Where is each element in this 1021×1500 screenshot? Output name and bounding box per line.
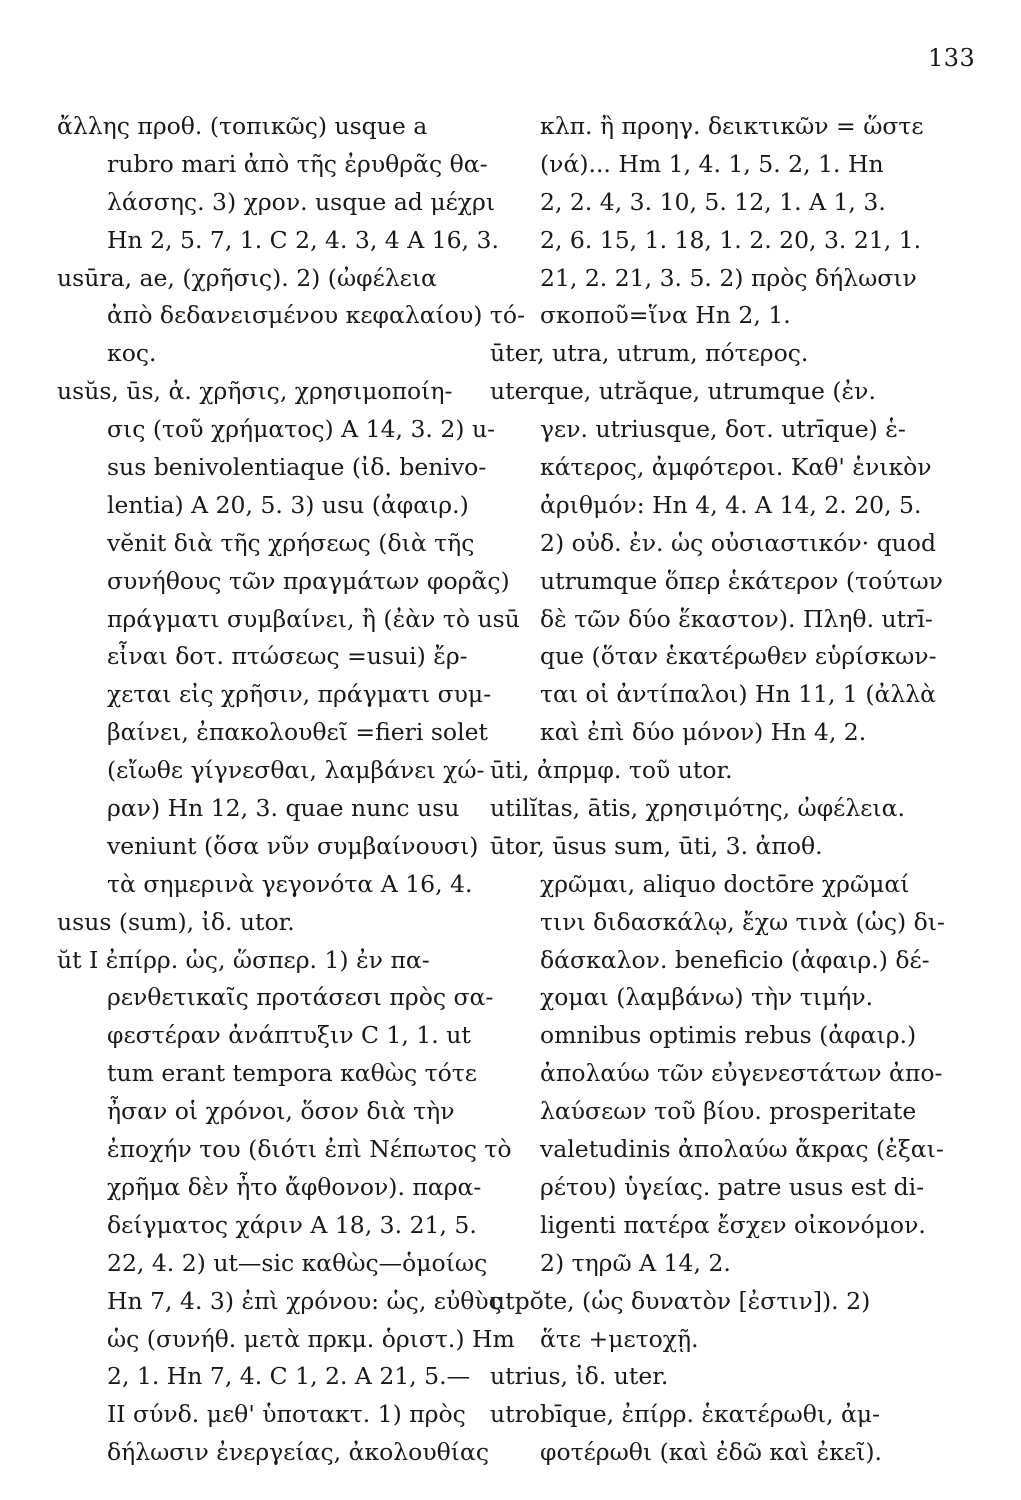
left-column	[57, 108, 525, 1472]
dictionary-line: utrius, ἰδ. uter.	[490, 1362, 669, 1391]
dictionary-line: δήλωσιν ἐνεργείας, ἀκολουθίας	[107, 1438, 490, 1467]
dictionary-line: λαύσεων τοῦ βίου. prosperitate	[540, 1097, 917, 1126]
dictionary-line: ūtor, ūsus sum, ūti, 3. ἀποθ.	[490, 831, 823, 860]
dictionary-line: (νά)... Hm 1, 4. 1, 5. 2, 1. Hn	[540, 149, 884, 178]
dictionary-line: γεν. utriusque, δοτ. utrīque) ἑ-	[540, 415, 906, 444]
dictionary-line: φεστέραν ἀνάπτυξιν C 1, 1. ut	[107, 1021, 471, 1050]
dictionary-line: ἅτε +μετοχῇ.	[540, 1324, 699, 1353]
dictionary-line: veniunt (ὅσα νῦν συμβαίνουσι)	[107, 831, 479, 860]
dictionary-line: valetudinis ἀπολαύω ἄκρας (ἐξαι-	[540, 1135, 944, 1164]
dictionary-line: ραν) Hn 12, 3. quae nunc usu	[107, 794, 460, 823]
dictionary-line: δείγματος χάριν A 18, 3. 21, 5.	[107, 1210, 477, 1239]
right-column	[490, 108, 945, 1472]
page-number: 133	[928, 44, 976, 72]
dictionary-line: κος.	[107, 339, 157, 368]
dictionary-line: δάσκαλον. beneficio (ἀφαιρ.) δέ-	[540, 945, 930, 974]
dictionary-line: κλπ. ἢ προηγ. δεικτικῶν = ὥστε	[540, 112, 924, 140]
dictionary-line: Hn 7, 4. 3) ἐπὶ χρόνου: ὡς, εὐθὺς	[107, 1286, 502, 1315]
dictionary-line: χρῆμα δὲν ἦτο ἄφθονον). παρα-	[107, 1172, 482, 1201]
dictionary-line: χεται εἰς χρῆσιν, πράγματι συμ-	[107, 680, 492, 709]
dictionary-line: σκοποῦ=ἵνα Hn 2, 1.	[540, 301, 791, 330]
dictionary-line: utilĭtas, ātis, χρησιμότης, ὠφέλεια.	[490, 794, 905, 823]
dictionary-line: ἀπολαύω τῶν εὐγενεστάτων ἀπο-	[540, 1059, 943, 1088]
dictionary-line: que (ὅταν ἑκατέρωθεν εὑρίσκων-	[540, 642, 937, 671]
dictionary-line: τινι διδασκάλῳ, ἔχω τινὰ (ὡς) δι-	[540, 907, 945, 936]
dictionary-line: ρενθετικαῖς προτάσεσι πρὸς σα-	[107, 983, 494, 1012]
dictionary-line: vĕnit διὰ τῆς χρήσεως (διὰ τῆς	[107, 528, 475, 557]
dictionary-line: ἦσαν οἱ χρόνοι, ὅσον διὰ τὴν	[107, 1097, 455, 1126]
dictionary-line: usūra, ae, (χρῆσις). 2) (ὠφέλεια	[57, 263, 437, 292]
dictionary-line: usus (sum), ἰδ. utor.	[57, 907, 295, 936]
dictionary-line: sus benivolentiaque (ἰδ. benivo-	[107, 453, 487, 482]
dictionary-line: ρέτου) ὑγείας. patre usus est di-	[540, 1172, 925, 1201]
dictionary-line: δὲ τῶν δύο ἕκαστον). Πληθ. utrī-	[540, 604, 933, 633]
dictionary-line: 22, 4. 2) ut—sic καθὼς—ὁμοίως	[107, 1248, 488, 1277]
dictionary-line: λάσσης. 3) χρον. usque ad μέχρι	[107, 187, 496, 216]
dictionary-line: ŭt I ἐπίρρ. ὡς, ὥσπερ. 1) ἐν πα-	[57, 945, 430, 974]
dictionary-line: καὶ ἐπὶ δύο μόνον) Hn 4, 2.	[540, 718, 867, 747]
dictionary-line: 2) οὐδ. ἐν. ὡς οὐσιαστικόν· quod	[540, 528, 936, 557]
dictionary-line: utrobīque, ἐπίρρ. ἑκατέρωθι, ἀμ-	[490, 1400, 881, 1429]
dictionary-line: ἐποχήν του (διότι ἐπὶ Νέπωτος τὸ	[107, 1135, 512, 1164]
dictionary-line: τὰ σημερινὰ γεγονότα A 16, 4.	[107, 869, 473, 898]
dictionary-line: utpŏte, (ὡς δυνατὸν [ἐστιν]). 2)	[490, 1286, 871, 1315]
dictionary-line: II σύνδ. μεθ' ὑποτακτ. 1) πρὸς	[107, 1400, 466, 1429]
dictionary-line: ūter, utra, utrum, πότερος.	[490, 339, 809, 368]
dictionary-line: Hn 2, 5. 7, 1. C 2, 4. 3, 4 A 16, 3.	[107, 225, 499, 254]
dictionary-line: πράγματι συμβαίνει, ἢ (ἐὰν τὸ usū	[107, 604, 520, 633]
dictionary-line: omnibus optimis rebus (ἀφαιρ.)	[540, 1021, 917, 1050]
dictionary-line: utrumque ὅπερ ἑκάτερον (τούτων	[540, 566, 943, 595]
dictionary-line: ται οἱ ἀντίπαλοι) Hn 11, 1 (ἀλλὰ	[540, 680, 937, 709]
dictionary-line: χρῶμαι, aliquo doctōre χρῶμαί	[540, 869, 910, 898]
dictionary-line: ligenti πατέρα ἔσχεν οἰκονόμον.	[540, 1210, 926, 1239]
dictionary-line: lentia) A 20, 5. 3) usu (ἀφαιρ.)	[107, 490, 469, 519]
dictionary-line: ἀπὸ δεδανεισμένου κεφαλαίου) τό-	[107, 301, 525, 330]
dictionary-line: uterque, utrăque, utrumque (ἐν.	[490, 377, 876, 406]
dictionary-line: rubro mari ἀπὸ τῆς ἐρυθρᾶς θα-	[107, 149, 488, 178]
dictionary-line: 21, 2. 21, 3. 5. 2) πρὸς δήλωσιν	[540, 263, 917, 292]
dictionary-line: (εἴωθε γίγνεσθαι, λαμβάνει χώ-	[107, 756, 485, 785]
dictionary-line: συνήθους τῶν πραγμάτων φορᾶς)	[107, 566, 510, 595]
dictionary-line: 2, 6. 15, 1. 18, 1. 2. 20, 3. 21, 1.	[540, 225, 922, 254]
dictionary-line: φοτέρωθι (καὶ ἐδῶ καὶ ἐκεῖ).	[540, 1438, 882, 1467]
dictionary-line: ἄλλης προθ. (τοπικῶς) usque a	[57, 112, 428, 140]
dictionary-line: κάτερος, ἀμφότεροι. Καθ' ἑνικὸν	[540, 453, 932, 482]
dictionary-line: ἀριθμόν: Hn 4, 4. A 14, 2. 20, 5.	[540, 490, 922, 519]
dictionary-line: ὡς (συνήθ. μετὰ πρκμ. ὁριστ.) Hm	[107, 1324, 515, 1353]
dictionary-line: βαίνει, ἐπακολουθεῖ =fieri solet	[107, 718, 488, 747]
dictionary-line: εἶναι δοτ. πτώσεως =usui) ἔρ-	[107, 642, 468, 671]
dictionary-line: σις (τοῦ χρήματος) A 14, 3. 2) u-	[107, 415, 496, 444]
dictionary-line: ūti, ἀπρμφ. τοῦ utor.	[490, 756, 733, 785]
dictionary-line: χομαι (λαμβάνω) τὴν τιμήν.	[540, 983, 874, 1012]
dictionary-line: 2) τηρῶ A 14, 2.	[540, 1248, 731, 1277]
dictionary-line: tum erant tempora καθὼς τότε	[107, 1059, 477, 1088]
dictionary-line: 2, 1. Hn 7, 4. C 1, 2. A 21, 5.—	[107, 1362, 471, 1391]
dictionary-line: usŭs, ūs, ἀ. χρῆσις, χρησιμοποίη-	[57, 377, 453, 406]
dictionary-line: 2, 2. 4, 3. 10, 5. 12, 1. A 1, 3.	[540, 187, 886, 216]
